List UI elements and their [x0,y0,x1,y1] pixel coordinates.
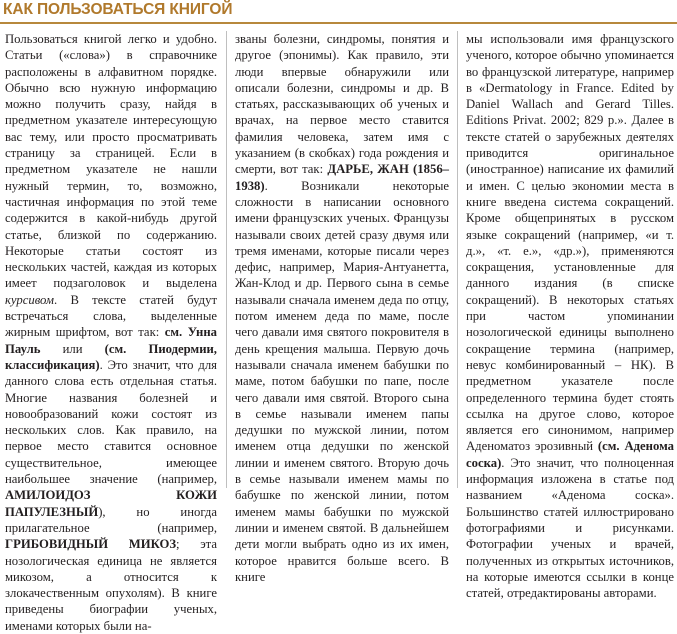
text: . Это значит, что полноценная информация изложена в статье под названием «Аденома соска». Большинство статей иллюстрировано фотографиями и рисунками. Фотографии ученых и врачей, полученных из открытых источников, на которые имеются ссылки в конце статей, отредактированы авторами. [466,455,674,601]
bold-term: АМИЛОИДОЗ КОЖИ ПАПУЛЕЗНЫЙ [5,488,217,519]
text: . Это значит, что для данного слова есть отдельная статья. Многие названия болезней и новообразований кожи состоят из нескольких слов. Как правило, на первое место ставится основное существительное, имеющее наибольшее значение (например, [5,357,217,487]
bold-term: ГРИБОВИДНЫЙ МИКОЗ [5,537,177,552]
paragraph [5,31,217,634]
text: . Возникали некоторые сложности в написании основного имени французских ученых. Французы называли своих детей сразу двумя или тремя именами, которые писали через дефис, например, Мария-Антуанетта, Жан-Клод и др. Первого сына в семье называли сначала именем деда по отцу, потом именем деда по маме, после чего давали имя святого покровителя в день крещения малыша. Первую дочь называли сначала именем бабушки по маме, потом бабушки по папе, после чего давали имя святой. Второго сына в семье называли именем папы дедушки по мужской линии, потом именем отца дедушки по женской линии и именем святого. Вторую дочь в семье называли именем мамы по бабушке по женской линии, потом именем мамы бабушки по мужской линии и именем святой. В дальнейшем дети могли выбрать одно из их имен, которое нравится больше всего. В книге [235,178,449,584]
column-1 [5,31,217,633]
column-3 [466,31,674,601]
text: или [40,341,105,356]
text: ; эта нозологическая единица не является микозом, а относится к злокачественным опухолям). В книге приведены биографии ученых, именами которых были на- [5,537,217,633]
text-columns [0,31,677,633]
page-title: КАК ПОЛЬЗОВАТЬСЯ КНИГОЙ [3,1,233,18]
bold-reference: (см. Пиодермии, классификация) [5,341,217,372]
text: званы болезни, синдромы, понятия и другое (эпонимы). Как правило, эти люди впервые обнаружили или описали болезни, синдромы и др. В статьях, рассказывающих об ученых и врачах, на первое место ставится фамилия человека, затем имя с указанием (в скобках) года рождения и смерти, вот так: [235,32,449,177]
paragraph [235,31,449,585]
paragraph [466,31,674,601]
text: Пользоваться книгой легко и удобно. Статьи («слова») в справочнике расположены в алфавитном порядке. Обычно всю нужную информацию можно получить сразу, найдя в предметном указателе интересующую вас тему, или просто просматривать страницу за страницей. Если в предметном указателе не нашли нужный термин, то, возможно, частичная информация по этой теме содержится в какой-нибудь другой статье, близкой по содержанию. Некоторые статьи состоят из нескольких частей, каждая из которых имеет подзаголовок и выделена [5,32,217,291]
title-underline [0,22,677,24]
bold-reference: см. Унна Пауль [5,325,217,356]
text: . В тексте статей будут встречаться слова, выделенные жирным шрифтом, вот так: [5,292,217,340]
text: мы использовали имя французского ученого, которое обычно упоминается во французской литературе, например в «Dermatology in France. Edited by Daniel Wallach and Gerard Tilles. Editions Privat. 2002; 829 p.». Далее в тексте статей о зарубежных деятелях приводится оригинальное (иностранное) написание их фамилий и имен. С целью экономии места в книге введена система сокращений. Кроме общепринятых в русском языке сокращений (например, «и т. д.», «т. е.», «др.»), применяются сокращения, установленные для данного издания (в списке сокращений). В некоторых статьях при частом упоминании нозологической единицы выполнено сокращение термина (например, невус комбинированный – НК). В предметном указателе после определенного термина будет стоять ссылка на другое слово, которое является его синонимом, например Аденоматоз эрозивный [466,32,674,454]
bold-reference: (см. Аденома соска) [466,439,674,470]
italic-text: курсивом [5,292,55,307]
text: ), но иногда прилагательное (например, [5,504,217,535]
column-2 [235,31,450,584]
bold-term: ДАРЬЕ, ЖАН (1856–1938) [235,162,450,193]
